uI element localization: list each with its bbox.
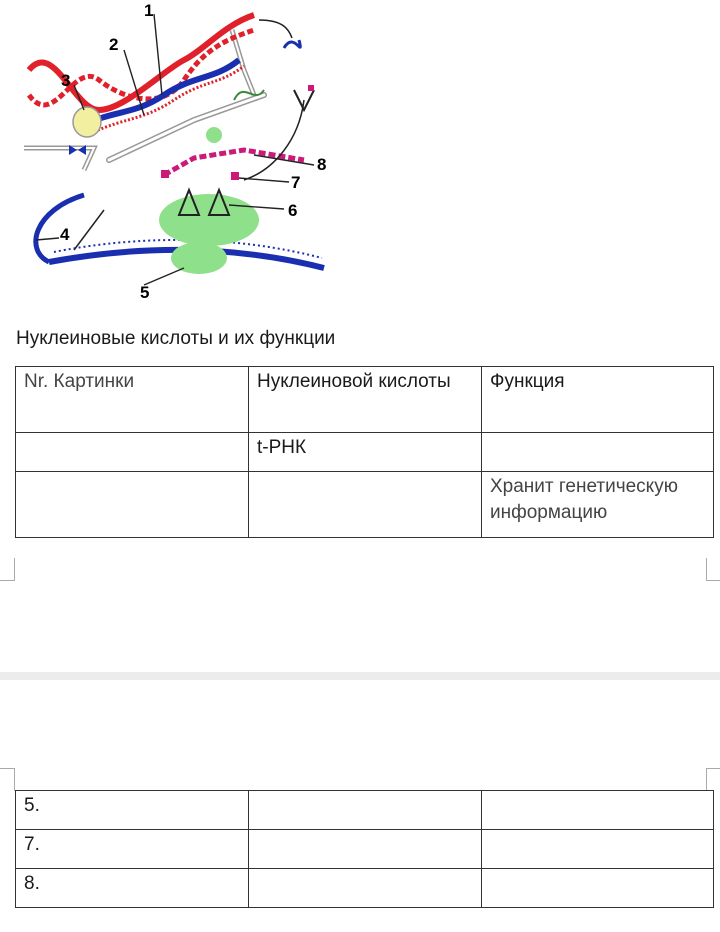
- amino-acid: [231, 172, 239, 180]
- label-5: 5: [140, 283, 150, 302]
- table-cell[interactable]: 8.: [16, 869, 249, 908]
- table-cell[interactable]: Хранит генетическую информацию: [482, 472, 714, 538]
- page-corner-mark: [706, 558, 720, 581]
- free-trna: [284, 40, 300, 48]
- table-row: [16, 830, 714, 869]
- page-corner-mark: [706, 768, 720, 791]
- table-header-row: [16, 367, 714, 433]
- table-cell[interactable]: t-РНК: [249, 433, 482, 472]
- arrow: [244, 100, 304, 180]
- table-cell[interactable]: 5.: [16, 791, 249, 830]
- label-6: 6: [288, 201, 298, 220]
- header-function[interactable]: Функция: [482, 367, 714, 433]
- arrow: [259, 20, 292, 38]
- table-row: [16, 869, 714, 908]
- table-cell[interactable]: 7.: [16, 830, 249, 869]
- table-cell[interactable]: [249, 830, 482, 869]
- table-cell[interactable]: [249, 472, 482, 538]
- label-4: 4: [60, 225, 70, 244]
- table-cell[interactable]: [482, 869, 714, 908]
- header-nucleic-acid[interactable]: Нуклеиновой кислоты: [249, 367, 482, 433]
- ribosome-large-subunit: [159, 194, 259, 246]
- rna-bases: [94, 66, 244, 132]
- page-corner-mark: [0, 558, 15, 581]
- continuation-table: [15, 790, 714, 908]
- page-separator: [0, 672, 720, 680]
- page-corner-mark: [0, 768, 15, 791]
- label-7: 7: [291, 173, 301, 192]
- table-cell[interactable]: [16, 472, 249, 538]
- table-cell[interactable]: [249, 869, 482, 908]
- table-cell[interactable]: [482, 791, 714, 830]
- amino-acid: [308, 85, 314, 91]
- amino-acid: [161, 170, 169, 178]
- label-2: 2: [109, 35, 119, 54]
- label-3: 3: [61, 71, 71, 90]
- table-row: [16, 472, 714, 538]
- table-cell[interactable]: [249, 791, 482, 830]
- protein-synthesis-figure: [14, 0, 354, 306]
- table-cell[interactable]: [16, 433, 249, 472]
- table-cell[interactable]: [482, 830, 714, 869]
- polypeptide-chain: [164, 150, 304, 175]
- nucleic-acids-table: [15, 366, 714, 538]
- enzyme-green: [206, 127, 222, 143]
- dna-helix-strand-b: [29, 30, 254, 105]
- table-row: [16, 791, 714, 830]
- label-1: 1: [144, 1, 154, 20]
- label-8: 8: [317, 155, 327, 174]
- table-cell[interactable]: [482, 433, 714, 472]
- protein-synthesis-diagram: [14, 0, 354, 306]
- rna-polymerase: [73, 107, 101, 137]
- page-title: Нуклеиновые кислоты и их функции: [16, 328, 336, 349]
- header-picture-number[interactable]: Nr. Картинки: [16, 367, 249, 433]
- table-row: [16, 433, 714, 472]
